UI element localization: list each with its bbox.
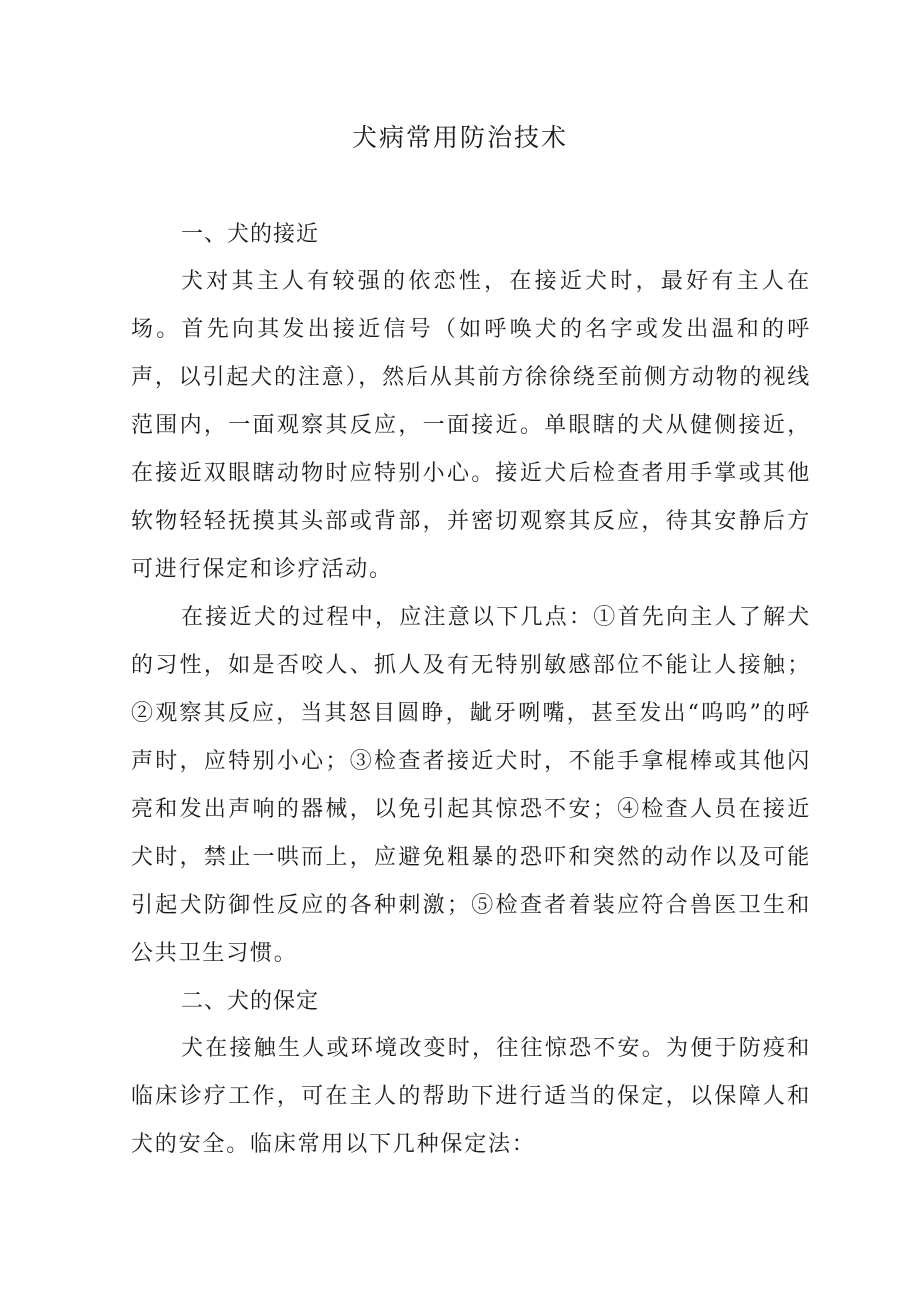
paragraph-restraint-intro: 犬在接触生人或环境改变时，往往惊恐不安。为便于防疫和临床诊疗工作，可在主人的帮助下进行适当的保定，以保障人和犬的安全。临床常用以下几种保定法： — [131, 1036, 811, 1157]
paragraph-approach-intro: 犬对其主人有较强的依恋性，在接近犬时，最好有主人在场。首先向其发出接近信号（如呼唤犬的名字或发出温和的呼声，以引起犬的注意），然后从其前方徐徐绕至前侧方动物的视线范围内，一面观察其反应，一面接近。单眼瞎的犬从健侧接近，在接近双眼瞎动物时应特别小心。接近犬后检查者用手掌或其他软物轻轻抚摸其头部或背部，并密切观察其反应，待其安静后方可进行保定和诊疗活动。 — [131, 269, 811, 582]
section-heading-restraint: 二、犬的保定 — [181, 989, 320, 1014]
paragraph-approach-notes: 在接近犬的过程中，应注意以下几点：①首先向主人了解犬的习性，如是否咬人、抓人及有无特别敏感部位不能让人接触；②观察其反应，当其怒目圆睁，龇牙咧嘴，甚至发出“呜呜”的呼声时，应特别小心；③检查者接近犬时，不能手拿棍棒或其他闪亮和发出声响的器械，以免引起其惊恐不安；④检查人员在接近犬时，禁止一哄而上，应避免粗暴的恐吓和突然的动作以及可能引起犬防御性反应的各种刺激；⑤检查者着装应符合兽医卫生和公共卫生习惯。 — [131, 605, 811, 966]
document-body — [131, 211, 811, 1169]
section-heading-approach: 一、犬的接近 — [181, 222, 320, 247]
document-title: 犬病常用防治技术 — [351, 123, 568, 152]
